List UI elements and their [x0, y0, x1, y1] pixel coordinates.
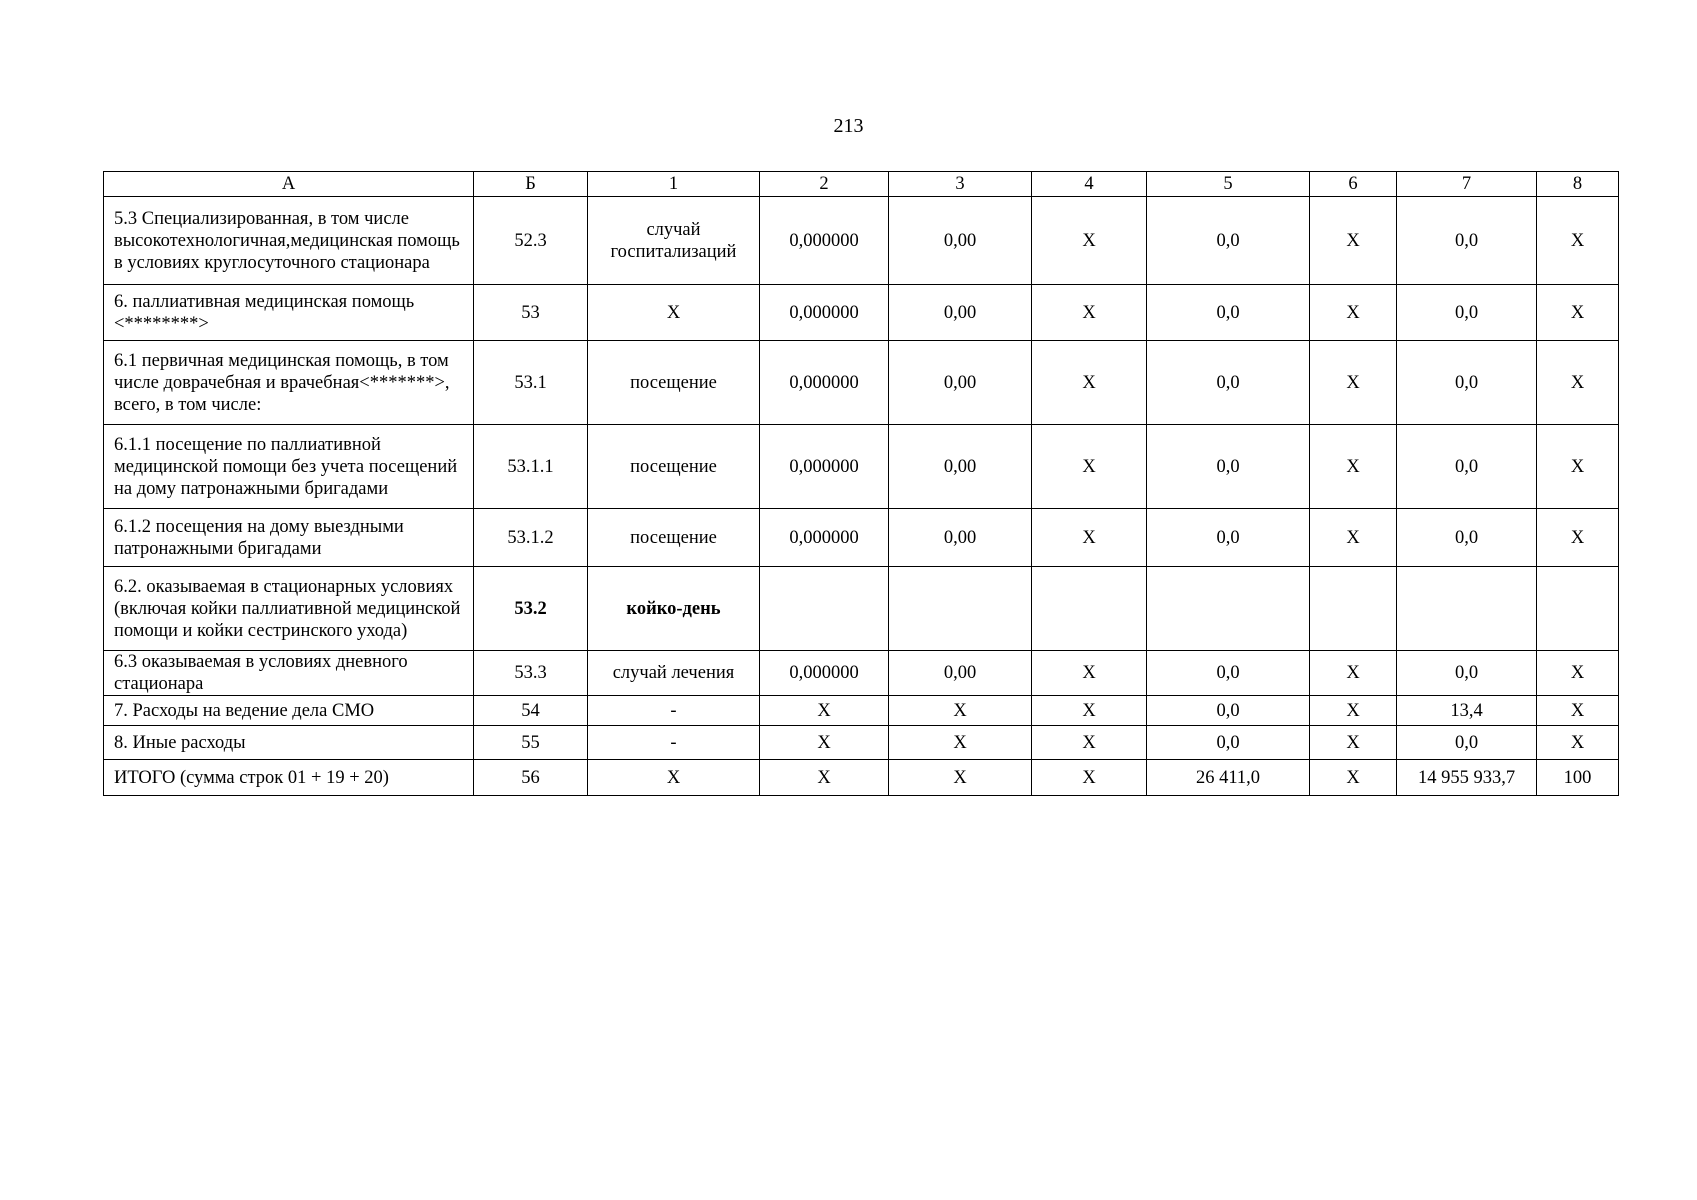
table-cell: 14 955 933,7 — [1397, 760, 1537, 796]
table-cell: посещение — [588, 425, 760, 509]
table-cell: 53.1 — [474, 341, 588, 425]
table-header-row — [104, 172, 1619, 197]
table-cell: 0,0 — [1147, 285, 1310, 341]
table-row — [104, 425, 1619, 509]
table-cell: 0,0 — [1147, 726, 1310, 760]
table-cell: X — [1310, 425, 1397, 509]
table-cell: X — [1032, 285, 1147, 341]
row-label-cell: 6.1.2 посещения на дому выездными патронажными бригадами — [104, 509, 474, 567]
row-label-cell: 6. паллиативная медицинская помощь <********> — [104, 285, 474, 341]
table-cell: X — [588, 285, 760, 341]
table-cell: X — [1310, 341, 1397, 425]
table-cell: X — [760, 726, 889, 760]
table-cell: 0,0 — [1397, 285, 1537, 341]
table-cell: 53.3 — [474, 651, 588, 696]
row-label-cell: 6.1 первичная медицинская помощь, в том числе доврачебная и врачебная<*******>, всего, в том числе: — [104, 341, 474, 425]
table-cell: X — [889, 696, 1032, 726]
table-cell — [1032, 567, 1147, 651]
table-cell: 13,4 — [1397, 696, 1537, 726]
header-cell: 3 — [889, 172, 1032, 197]
table-cell: X — [1537, 651, 1619, 696]
table-cell — [1537, 567, 1619, 651]
header-cell: 6 — [1310, 172, 1397, 197]
table-cell: X — [1537, 696, 1619, 726]
header-cell: А — [104, 172, 474, 197]
table-cell: 55 — [474, 726, 588, 760]
table-cell — [1310, 567, 1397, 651]
table-cell: 0,0 — [1397, 425, 1537, 509]
table-cell: 0,00 — [889, 651, 1032, 696]
table-cell: 0,0 — [1397, 509, 1537, 567]
row-label-cell: 6.3 оказываемая в условиях дневного стационара — [104, 651, 474, 696]
table-cell: X — [1537, 341, 1619, 425]
table-cell: 53.2 — [474, 567, 588, 651]
table-cell: X — [1032, 651, 1147, 696]
table-cell: случай госпитализаций — [588, 197, 760, 285]
page-number: 213 — [833, 115, 864, 137]
table-cell: 0,00 — [889, 509, 1032, 567]
table-cell: X — [1032, 760, 1147, 796]
table-cell: 0,0 — [1397, 341, 1537, 425]
table-cell: 53.1.1 — [474, 425, 588, 509]
table-row — [104, 651, 1619, 696]
table-cell: X — [588, 760, 760, 796]
table-row — [104, 696, 1619, 726]
table-row — [104, 726, 1619, 760]
table-cell: X — [1310, 509, 1397, 567]
table-cell: 0,00 — [889, 197, 1032, 285]
table-cell: X — [1032, 696, 1147, 726]
table-cell: 100 — [1537, 760, 1619, 796]
table-cell: X — [1310, 285, 1397, 341]
table-cell: X — [1032, 726, 1147, 760]
table-cell: - — [588, 726, 760, 760]
table-cell: 0,0 — [1147, 696, 1310, 726]
table-cell: 0,0 — [1397, 197, 1537, 285]
table-cell: X — [760, 696, 889, 726]
table-cell — [889, 567, 1032, 651]
table-cell: 0,0 — [1147, 341, 1310, 425]
table-cell: 56 — [474, 760, 588, 796]
table-cell: 52.3 — [474, 197, 588, 285]
table-cell: 0,00 — [889, 285, 1032, 341]
table-body — [104, 197, 1619, 796]
data-table — [103, 171, 1619, 796]
table-cell: посещение — [588, 341, 760, 425]
table-cell: X — [760, 760, 889, 796]
header-cell: Б — [474, 172, 588, 197]
table-cell: 0,000000 — [760, 509, 889, 567]
table-cell: 53.1.2 — [474, 509, 588, 567]
row-label-cell: 6.1.1 посещение по паллиативной медицинской помощи без учета посещений на дому патронажными бригадами — [104, 425, 474, 509]
table-cell — [1147, 567, 1310, 651]
table-cell: койко-день — [588, 567, 760, 651]
table-row — [104, 285, 1619, 341]
table-cell: 0,0 — [1397, 726, 1537, 760]
row-label-cell: 8. Иные расходы — [104, 726, 474, 760]
table-cell: 0,000000 — [760, 341, 889, 425]
table-cell: 0,000000 — [760, 197, 889, 285]
table-cell: 0,0 — [1147, 651, 1310, 696]
table-cell: случай лечения — [588, 651, 760, 696]
table-cell: 0,00 — [889, 425, 1032, 509]
table-cell: 0,000000 — [760, 651, 889, 696]
row-label-cell: 5.3 Специализированная, в том числе высокотехнологичная,медицинская помощь в условиях круглосуточного стационара — [104, 197, 474, 285]
row-label-cell: 6.2. оказываемая в стационарных условиях (включая койки паллиативной медицинской помощи и койки сестринского ухода) — [104, 567, 474, 651]
table-cell: 0,0 — [1147, 425, 1310, 509]
table-cell: 0,000000 — [760, 425, 889, 509]
header-cell: 4 — [1032, 172, 1147, 197]
table-cell: X — [1310, 760, 1397, 796]
table-row — [104, 760, 1619, 796]
row-label-cell: 7. Расходы на ведение дела СМО — [104, 696, 474, 726]
table-cell: 0,0 — [1397, 651, 1537, 696]
table-cell: X — [889, 760, 1032, 796]
table-row — [104, 509, 1619, 567]
table-cell: X — [1537, 197, 1619, 285]
table-cell: X — [1537, 285, 1619, 341]
table-cell: X — [1310, 726, 1397, 760]
table-cell: X — [1310, 197, 1397, 285]
table-cell: X — [1310, 696, 1397, 726]
header-cell: 5 — [1147, 172, 1310, 197]
table-cell: посещение — [588, 509, 760, 567]
header-cell: 2 — [760, 172, 889, 197]
table-cell: X — [1032, 341, 1147, 425]
table-cell: 0,0 — [1147, 197, 1310, 285]
table-row — [104, 341, 1619, 425]
row-label-cell: ИТОГО (сумма строк 01 + 19 + 20) — [104, 760, 474, 796]
table-cell: X — [1537, 425, 1619, 509]
table-cell: X — [1537, 726, 1619, 760]
table-row — [104, 567, 1619, 651]
table-cell: X — [1537, 509, 1619, 567]
header-cell: 7 — [1397, 172, 1537, 197]
table-cell: 54 — [474, 696, 588, 726]
table-cell: - — [588, 696, 760, 726]
table-cell: X — [1032, 509, 1147, 567]
table-cell: 0,000000 — [760, 285, 889, 341]
table-cell: 0,00 — [889, 341, 1032, 425]
table-cell: 53 — [474, 285, 588, 341]
table-cell: X — [1310, 651, 1397, 696]
table-cell: X — [1032, 425, 1147, 509]
table-cell: 26 411,0 — [1147, 760, 1310, 796]
table-cell: 0,0 — [1147, 509, 1310, 567]
table-cell — [1397, 567, 1537, 651]
table-cell: X — [889, 726, 1032, 760]
table-cell: X — [1032, 197, 1147, 285]
table-cell — [760, 567, 889, 651]
table-row — [104, 197, 1619, 285]
header-cell: 1 — [588, 172, 760, 197]
header-cell: 8 — [1537, 172, 1619, 197]
